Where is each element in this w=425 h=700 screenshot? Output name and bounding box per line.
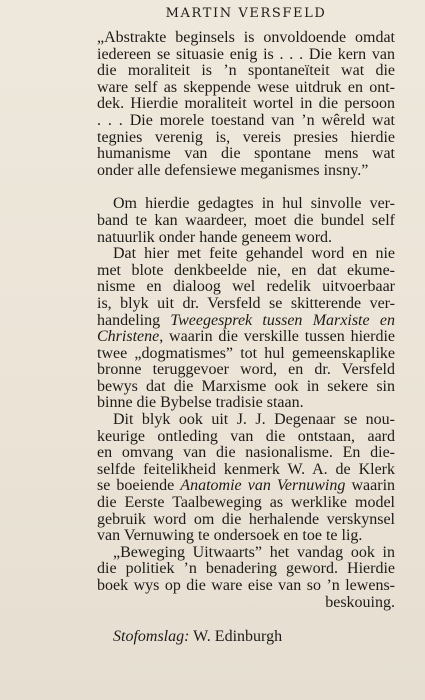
body-text [97, 30, 395, 611]
text-line [97, 329, 395, 346]
credit-label: Stofomslag: [113, 628, 190, 646]
text-line: die Eerste Taalbeweging as werklike model [97, 494, 395, 512]
quote-block [97, 30, 395, 179]
text-line: twee „dogmatismes” tot hul gemeenskaplike [97, 344, 395, 362]
text-line: gebruik word om die herhalende verskynsel [97, 510, 395, 528]
paragraph-3 [97, 412, 395, 545]
book-title: Tweegesprek tussen Marxiste en [170, 311, 395, 329]
quote-line: „Abstrakte beginsels is onvoldoende omdat [97, 29, 395, 46]
text-line: selfde feitelikheid kenmerk W. A. de Klerk [97, 460, 395, 478]
book-title: Christene [97, 328, 160, 346]
text-line [97, 478, 395, 495]
text-line: Om hierdie gedagtes in hul sinvolle ver- [113, 195, 395, 213]
text-line: van Vernuwing te ondersoek en toe te lig. [97, 527, 363, 545]
cover-credit [97, 628, 395, 646]
quote-line: onder alle defensiewe meganismes insny.” [97, 161, 369, 179]
text-line: die politiek ’n benadering geword. Hierdie [97, 560, 395, 578]
text-run: , waarin die verskille tussen hierdie [159, 328, 395, 346]
running-header: MARTIN VERSFELD [165, 6, 327, 21]
book-title: Anatomie van Vernuwing [180, 477, 346, 495]
quote-line: iedereen se situasie enig is . . . Die kern van [97, 45, 395, 63]
text-line: beskouing. [325, 593, 395, 611]
paragraph-4 [97, 545, 395, 611]
quote-line: humanisme van die spontane mens wat [97, 145, 395, 163]
text-line: boek wys op die ware eise van so ’n lewens- [97, 577, 395, 594]
paragraph-2 [97, 246, 395, 412]
text-line: natuurlik onder hande geneem word. [97, 228, 333, 246]
quote-line: die moraliteit is ’n spontaneïteit wat die [97, 62, 395, 80]
text-line: nisme en dialoog wel redelik uitvoerbaar [97, 278, 395, 296]
text-run: waarin [345, 477, 396, 495]
text-line: Dat hier met feite gehandel word en nie [113, 245, 395, 263]
text-line: band te kan waardeer, moet die bundel self [97, 211, 395, 229]
text-line: en omvang van die nasionalisme. En die- [97, 444, 395, 462]
quote-line: tegnies verenig is, vereis presies hierdie [97, 128, 395, 146]
text-line: met blote denkbeelde nie, en dat ekume- [97, 261, 395, 279]
quote-line: dek. Hierdie moraliteit wortel in die persoon [97, 95, 395, 113]
text-line: Dit blyk ook uit J. J. Degenaar se nou- [113, 411, 395, 429]
text-line: bewys dat die Marxisme ook in sekere sin [97, 377, 395, 395]
text-run: handeling [97, 311, 171, 329]
quote-line: ware self as skeppende wese uitdruk en ont- [97, 78, 395, 96]
paragraph-1 [97, 196, 395, 246]
text-run: se boeiende [97, 477, 181, 495]
text-line: binne die Bybelse tradisie staan. [97, 394, 304, 412]
text-line: bronne teruggevoer word, en dr. Versfeld [97, 361, 395, 379]
quote-line: . . . Die morele toestand van ’n wêreld wat [97, 111, 395, 129]
text-line: keurige ontleding van die ontstaan, aard [97, 427, 395, 445]
text-line [97, 313, 395, 330]
credit-name: W. Edinburgh [193, 628, 283, 646]
text-line: is, blyk uit dr. Versfeld se skitterende ver- [97, 294, 395, 312]
text-line: „Beweging Uitwaarts” het vandag ook in [113, 543, 395, 561]
